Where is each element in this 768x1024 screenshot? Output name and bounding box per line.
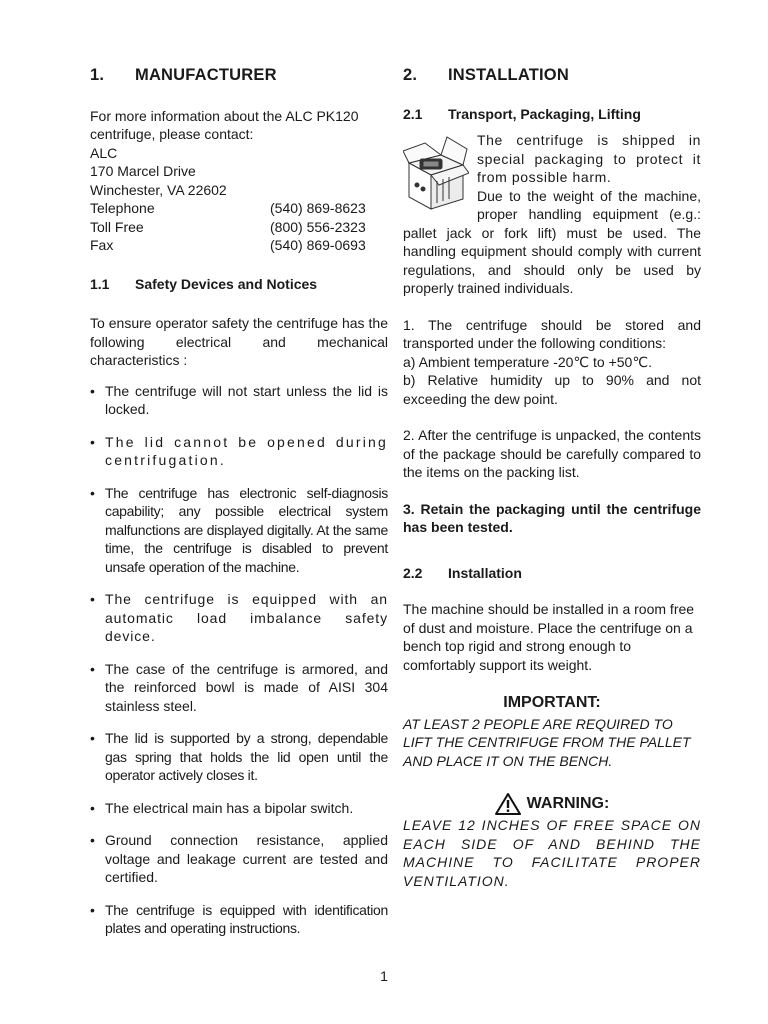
contact-fax: Fax (540) 869-0693	[90, 237, 366, 253]
unpack-paragraph: 2. After the centrifuge is unpacked, the contents of the package should be carefully compared to the items on the packing list.	[403, 427, 701, 480]
right-column	[403, 66, 701, 890]
warning-text: LEAVE 12 INCHES OF FREE SPACE ON EACH SIDE OF AND BEHIND THE MACHINE TO FACILITATE PROPER VENTILATION.	[403, 817, 701, 889]
important-title: IMPORTANT:	[503, 694, 601, 711]
subsection-heading-transport: 2.1 Transport, Packaging, Lifting	[403, 105, 641, 122]
transport-paragraph-2: Due to the weight of the machine, proper handling equipment (e.g.: pallet jack or fork lift) must be used. The handling equipment should comply with current regulations, and should only be used by properly trained individuals.	[403, 187, 701, 296]
contact-telephone: Telephone (540) 869-8623	[90, 200, 366, 216]
storage-condition-b: b) Relative humidity up to 90% and not exceeding the dew point.	[403, 372, 701, 407]
manufacturer-intro: For more information about the ALC PK120 centrifuge, please contact:	[90, 107, 359, 142]
safety-item: • The case of the centrifuge is armored, and the reinforced bowl is made of AISI 304 stainless steel.	[90, 660, 388, 716]
section-heading-manufacturer: 1. MANUFACTURER	[90, 66, 277, 84]
warning-header	[403, 792, 701, 816]
safety-item: • The centrifuge is equipped with identification plates and operating instructions.	[90, 901, 388, 938]
storage-conditions-intro: 1. The centrifuge should be stored and transported under the following conditions:	[403, 316, 701, 351]
installation-paragraph: The machine should be installed in a room free of dust and moisture. Place the centrifuge on a bench top rigid and strong enough to comfortably support its weight.	[403, 601, 695, 673]
section-heading-installation: 2. INSTALLATION	[403, 66, 569, 84]
page-number: 1	[380, 968, 388, 984]
safety-item: • The lid is supported by a strong, dependable gas spring that holds the lid open until the operator actively closes it.	[90, 729, 388, 785]
contact-list	[90, 199, 388, 255]
address-block	[90, 144, 388, 200]
safety-intro: To ensure operator safety the centrifuge has the following electrical and mechanical characteristics :	[90, 315, 388, 368]
warning-triangle-icon	[495, 792, 521, 816]
storage-condition-a: a) Ambient temperature -20℃ to +50℃.	[403, 353, 652, 370]
safety-item: • The centrifuge has electronic self-diagnosis capability; any possible electrical system malfunctions are displayed digitally. At the same time, the centrifuge is disabled to prevent unsafe operation of the machine.	[90, 484, 388, 577]
subsection-heading-safety: 1.1 Safety Devices and Notices	[90, 275, 318, 292]
left-column	[90, 66, 388, 952]
transport-block	[403, 131, 701, 298]
important-text: AT LEAST 2 PEOPLE ARE REQUIRED TO LIFT THE CENTRIFUGE FROM THE PALLET AND PLACE IT ON THE BENCH.	[403, 715, 691, 769]
contact-toll-free: Toll Free (800) 556-2323	[90, 218, 366, 235]
safety-item: • Ground connection resistance, applied voltage and leakage current are tested and certified.	[90, 831, 388, 887]
shipping-box-icon	[403, 133, 469, 213]
address-line: 170 Marcel Drive	[90, 163, 196, 179]
safety-item: • The centrifuge will not start unless the lid is locked.	[90, 382, 388, 419]
safety-list	[90, 382, 388, 938]
warning-title: WARNING:	[526, 794, 610, 812]
retain-packaging-note: 3. Retain the packaging until the centrifuge has been tested.	[403, 500, 701, 535]
subsection-heading-installation: 2.2 Installation	[403, 564, 522, 581]
address-line: Winchester, VA 22602	[90, 181, 227, 198]
safety-item: • The centrifuge is equipped with an automatic load imbalance safety device.	[90, 590, 388, 646]
safety-item: • The lid cannot be opened during centrifugation.	[90, 433, 388, 470]
address-line: ALC	[90, 144, 118, 161]
safety-item: • The electrical main has a bipolar switch.	[90, 799, 388, 818]
transport-paragraph-1: The centrifuge is shipped in special packaging to protect it from possible harm.	[477, 132, 701, 185]
